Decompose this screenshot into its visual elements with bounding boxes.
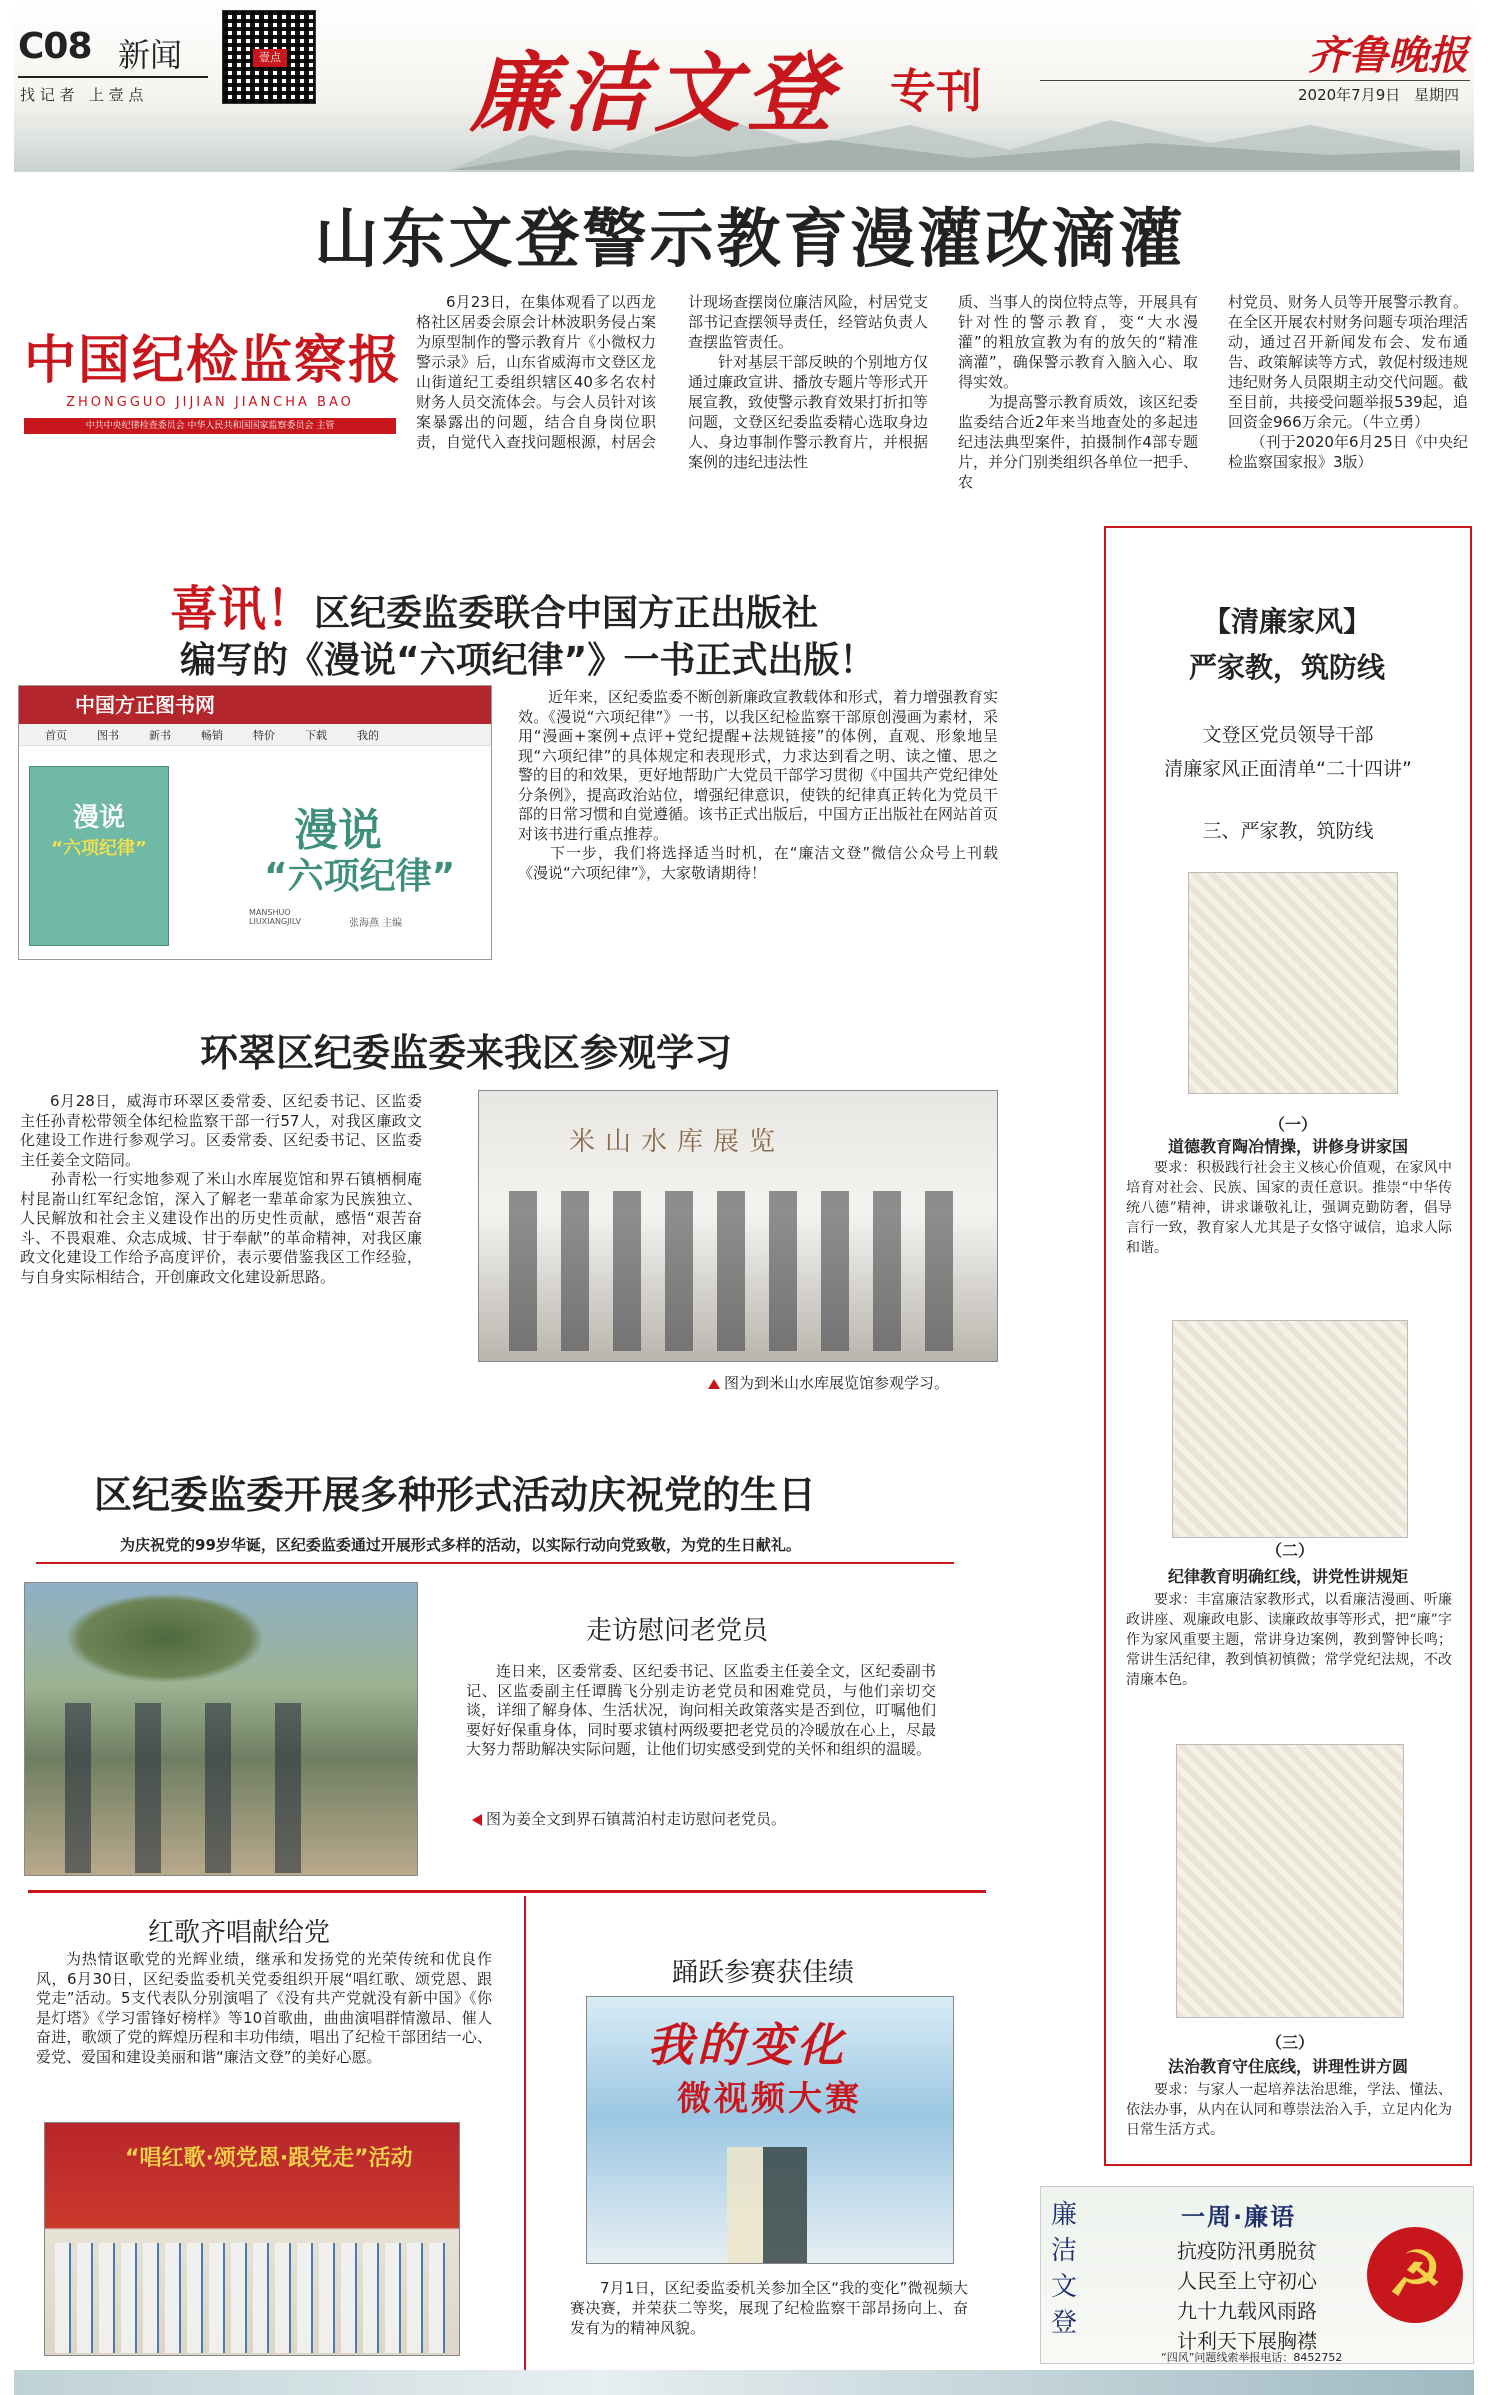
people-shapes (65, 1703, 305, 1873)
bookshop-header: 中国方正图书网 (19, 686, 491, 724)
lead-col-2: 计现场查摆岗位廉洁风险，村居党支部书记查摆领导责任，经管站负责人查摆监管责任。 针对基层干部反映的个别地方仅通过廉政宣讲、播放专题片等形式开展宣教，致使警示教育效果打折扣等问题，文登区纪委监委精心选取身边人、身边事制作警示教育片，并根据案例的违纪违法性 (688, 293, 929, 471)
party-column-divider (524, 1896, 526, 2386)
book-news-title2: 编写的《漫说“六项纪律”》一书正式出版！ (180, 640, 876, 681)
visit-news-text: 6月28日，威海市环翠区委常委、区纪委书记、区监委主任孙青松带领全体纪检监察干部一行57人，对我区廉政文化建设工作进行参观学习。区委常委、区纪委书记、区监委主任姜全文陪同。 孙青松一行实地参观了米山水库展览馆和界石镇栖桐庵村昆嵛山红军纪念馆，深入了解老一辈革命家为民族独立、人民解放和社会主义建设作出的历史性贡献，感悟“艰苦奋斗、不畏艰难、众志成城、甘于奉献”的革命精神，对我区廉政文化建设工作给予高度评价，表示要借鉴我区工作经验，与自身实际相结合，开创廉政文化建设新思路。 (20, 1092, 422, 1286)
book-news-title (170, 570, 930, 639)
contest-people (727, 2147, 807, 2264)
party-subtitle-rule (36, 1562, 954, 1564)
family-item2-title: 纪律教育明确红线，讲党性讲规矩 (1167, 1567, 1408, 1586)
book-news-prefix: 喜讯！ (170, 581, 315, 637)
family-illustration-2 (1172, 1320, 1408, 1538)
visit-elder-caption (472, 1808, 786, 1829)
contest-text: 7月1日，区纪委监委机关参加全区“我的变化”微视频大赛决赛，并荣获二等奖，展现了纪检监察干部昂扬向上、奋发有为的精神风貌。 (570, 2279, 968, 2337)
ad-line-1: 抗疫防汛勇脱贫 (1177, 2239, 1317, 2263)
songs-photo (44, 2122, 460, 2356)
book-news-text: 近年来，区纪委监委不断创新廉政宣教载体和形式，着力增强教育实效。《漫说“六项纪律”》一书，以我区纪检监察干部原创漫画为素材，采用“漫画+案例+点评+党纪提醒+法规链接”的体例，直观、形象地呈现“六项纪律”的具体规定和表现形式，力求达到看之明、读之懂、思之警的目的和效果，更好地帮助广大党员干部学习贯彻《中国共产党纪律处分条例》，提高政治站位，增强纪律意识，使铁的纪律真正转化为党员干部的日常习惯和自觉遵循。该书正式出版后，中国方正出版社在网站首页对该书进行重点推荐。 下一步，我们将选择适当时机，在“廉洁文登”微信公众号上刊载《漫说“六项纪律”》，大家敬请期待！ (518, 688, 999, 882)
paper-name: 齐鲁晚报 (1308, 32, 1468, 79)
family-sub2: 清廉家风正面清单“二十四讲” (1164, 758, 1412, 780)
nav-item[interactable]: 特价 (253, 728, 275, 742)
party-news-subtitle: 为庆祝党的99岁华诞，区纪委监委通过开展形式多样的活动，以实际行动向党致敬，为党的生日献礼。 (120, 1536, 801, 1554)
visit-elder-caption-text: 图为姜全文到界石镇蒿泊村走访慰问老党员。 (486, 1810, 787, 1828)
page-code: C08 (18, 26, 92, 67)
visit-photo (478, 1090, 998, 1362)
cdi-logo (24, 318, 403, 438)
family-item2-num: （二） (1265, 1541, 1314, 1560)
header-rule (18, 76, 208, 78)
visit-caption-text: 图为到米山水库展览馆参观学习。 (724, 1374, 950, 1392)
bookshop-screenshot (18, 685, 492, 960)
tree-shape (65, 1593, 265, 1683)
nav-item[interactable]: 畅销 (201, 728, 223, 742)
section-label: 新闻 (118, 36, 183, 74)
qr-center-label: 壹点 (253, 49, 287, 67)
ad-line-3: 九十九载风雨路 (1177, 2299, 1317, 2323)
cdi-logo-title: 中国纪检监察报 (24, 330, 403, 391)
special-title: 廉洁文登 (470, 43, 838, 144)
main-headline: 山东文登警示教育漫灌改滴灌 (314, 203, 1186, 277)
book-authors: 张海燕 主编 (349, 918, 403, 929)
family-illustration-1 (1188, 872, 1398, 1094)
visit-elder-title: 走访慰问老党员 (586, 1616, 769, 1646)
lead-col-3: 质、当事人的岗位特点等，开展具有针对性的警示教育，变“大水漫灌”的粗放宣教为有的放矢的“精准滴灌”，确保警示教育入脑入心、取得实效。 为提高警示教育质效，该区纪委监委结合近2年来当地查处的多起违纪违法典型案件，拍摄制作4部专题片，并分门别类组织各单位一把手、农 (958, 293, 1199, 491)
footer-decoration (14, 2370, 1474, 2395)
contest-banner1: 我的变化 (647, 2018, 847, 2072)
visit-elder-photo (24, 1582, 418, 1876)
family-item1-num: （一） (1268, 1115, 1317, 1134)
bookshop-nav (19, 724, 491, 746)
visit-elder-text: 连日来，区委常委、区纪委书记、区监委主任姜全文，区纪委副书记、区监委副主任谭腾飞分别走访老党员和困难党员，与他们亲切交谈，详细了解身体、生活状况，询问相关政策落实是否到位，叮嘱他们要好好保重身体，同时要求镇村两级要把老党员的冷暖放在心上，尽最大努力帮助解决实际问题，让他们切实感受到党的关怀和组织的温暖。 (466, 1662, 936, 1758)
visit-news-title: 环翠区纪委监委来我区参观学习 (200, 1031, 733, 1075)
special-suffix: 专刊 (890, 64, 982, 118)
book-cover-title2: “六项纪律” (51, 838, 147, 859)
family-section: 三、严家教，筑防线 (1202, 820, 1374, 842)
book-cover (29, 766, 169, 946)
party-lower-rule (28, 1890, 986, 1893)
songs-text: 为热情讴歌党的光辉业绩，继承和发扬党的光荣传统和优良作风，6月30日，区纪委监委机关党委组织开展“唱红歌、颂党恩、跟党走”活动。5支代表队分别演唱了《没有共产党就没有新中国》《你是灯塔》《学习雷锋好榜样》等10首歌曲，曲曲演唱群情激昂、催人奋进，歌颂了党的辉煌历程和丰功伟绩，唱出了纪检干部团结一心、爱党、爱国和建设美丽和谐“廉洁文登”的美好心愿。 (36, 1950, 492, 2066)
family-item1-title: 道德教育陶冶情操，讲修身讲家国 (1167, 1137, 1408, 1156)
triangle-left-icon (472, 1814, 482, 1826)
lead-col-1: 6月23日，在集体观看了以西龙格社区居委会原会计林波职务侵占案为原型制作的警示教育片《小微权力警示录》后，山东省威海市文登区龙山街道纪工委组织辖区40多名农村财务人员交流体会。与会人员针对该案暴露出的问题，结合自身岗位职责，自觉代入查找问题根源，村居会 (416, 293, 657, 451)
book-pinyin: MANSHUO LIUXIANGJILV (249, 908, 301, 926)
family-item3-num: （三） (1265, 2033, 1314, 2052)
family-illustration-3 (1176, 1744, 1404, 2018)
nav-item[interactable]: 下载 (305, 728, 327, 742)
songs-banner-text: “唱红歌·颂党恩·跟党走”活动 (125, 2146, 413, 2171)
issue-date: 2020年7月9日 (1298, 86, 1401, 104)
family-item3-title: 法治教育守住底线，讲理性讲方圆 (1167, 2057, 1408, 2076)
contest-photo (586, 1996, 954, 2264)
party-news-title: 区纪委监委开展多种形式活动庆祝党的生日 (94, 1473, 817, 1517)
nav-item[interactable]: 我的 (357, 728, 379, 742)
family-item3-text: 要求：与家人一起培养法治思维，学法、懂法、依法办事，从内在认同和尊崇法治入手，立足内化为日常生活方式。 (1126, 2082, 1452, 2138)
party-emblem-icon: ☭ (1367, 2227, 1463, 2323)
family-bracket-title: 【清廉家风】 (1202, 605, 1371, 638)
family-title: 严家教，筑防线 (1188, 651, 1385, 684)
book-cover-title1: 漫说 (72, 803, 125, 833)
visit-photo-wall-text: 米山水库展览 (569, 1127, 786, 1157)
contest-title: 踊跃参赛获佳绩 (672, 1958, 855, 1988)
cdi-logo-pinyin: ZHONGGUO JIJIAN JIANCHA BAO (66, 395, 354, 410)
ad-footer: “四风”问题线索举报电话：8452752 (1161, 2351, 1343, 2364)
family-item1-text: 要求：积极践行社会主义核心价值观，在家风中培育对社会、民族、国家的责任意识。推崇“中华传统八德”精神，讲求谦敬礼让，强调克勤防奢，倡导言行一致，教育家人尤其是子女恪守诚信，追求人际和谐。 (1126, 1160, 1452, 1256)
nav-item[interactable]: 图书 (97, 728, 119, 742)
lead-col-4: 村党员、财务人员等开展警示教育。在全区开展农村财务问题专项治理活动，通过召开新闻发布会、发布通告、政策解读等方式，敦促村级违规违纪财务人员限期主动交代问题。截至目前，共接受问题举报539起，追回资金966万余元。（牛立勇） （刊于2020年6月25日《中央纪检监察国家报》3版） (1228, 293, 1469, 471)
nav-item[interactable]: 首页 (45, 728, 67, 742)
family-item2-text: 要求：丰富廉洁家教形式，以看廉洁漫画、听廉政讲座、观廉政电影、读廉政故事等形式，把“廉”字作为家风重要主题，常讲身边案例，教到警钟长鸣；常讲生活纪律，教到慎初慎微；常学党纪法规，不改清廉本色。 (1126, 1592, 1452, 1688)
qr-code[interactable] (222, 10, 316, 104)
issue-weekday: 星期四 (1414, 86, 1460, 104)
book-display-title1: 漫说 (294, 805, 382, 856)
visit-caption (708, 1372, 949, 1393)
ad-line-4: 计利天下展胸襟 (1177, 2329, 1317, 2353)
triangle-up-icon (708, 1379, 720, 1389)
ad-brand: 一周·廉语 (1181, 2203, 1297, 2231)
cdi-logo-sub: 中共中央纪律检查委员会 中华人民共和国国家监察委员会 主管 (24, 418, 396, 434)
nav-item[interactable]: 新书 (149, 728, 171, 742)
contest-banner2: 微视频大赛 (677, 2079, 862, 2119)
photo-people (509, 1191, 969, 1351)
slogan: 找 记 者 上 壹 点 (20, 86, 144, 104)
choir-shapes (55, 2243, 451, 2353)
songs-title: 红歌齐唱献给党 (148, 1918, 331, 1948)
family-sub1: 文登区党员领导干部 (1202, 724, 1374, 746)
ad-vertical-text: 廉洁文登 (1051, 2200, 1078, 2338)
book-display-title2: “六项纪律” (264, 856, 456, 897)
book-news-title1: 区纪委监委联合中国方正出版社 (314, 593, 819, 634)
integrity-ad (1040, 2186, 1474, 2364)
ad-line-2: 人民至上守初心 (1177, 2269, 1317, 2293)
